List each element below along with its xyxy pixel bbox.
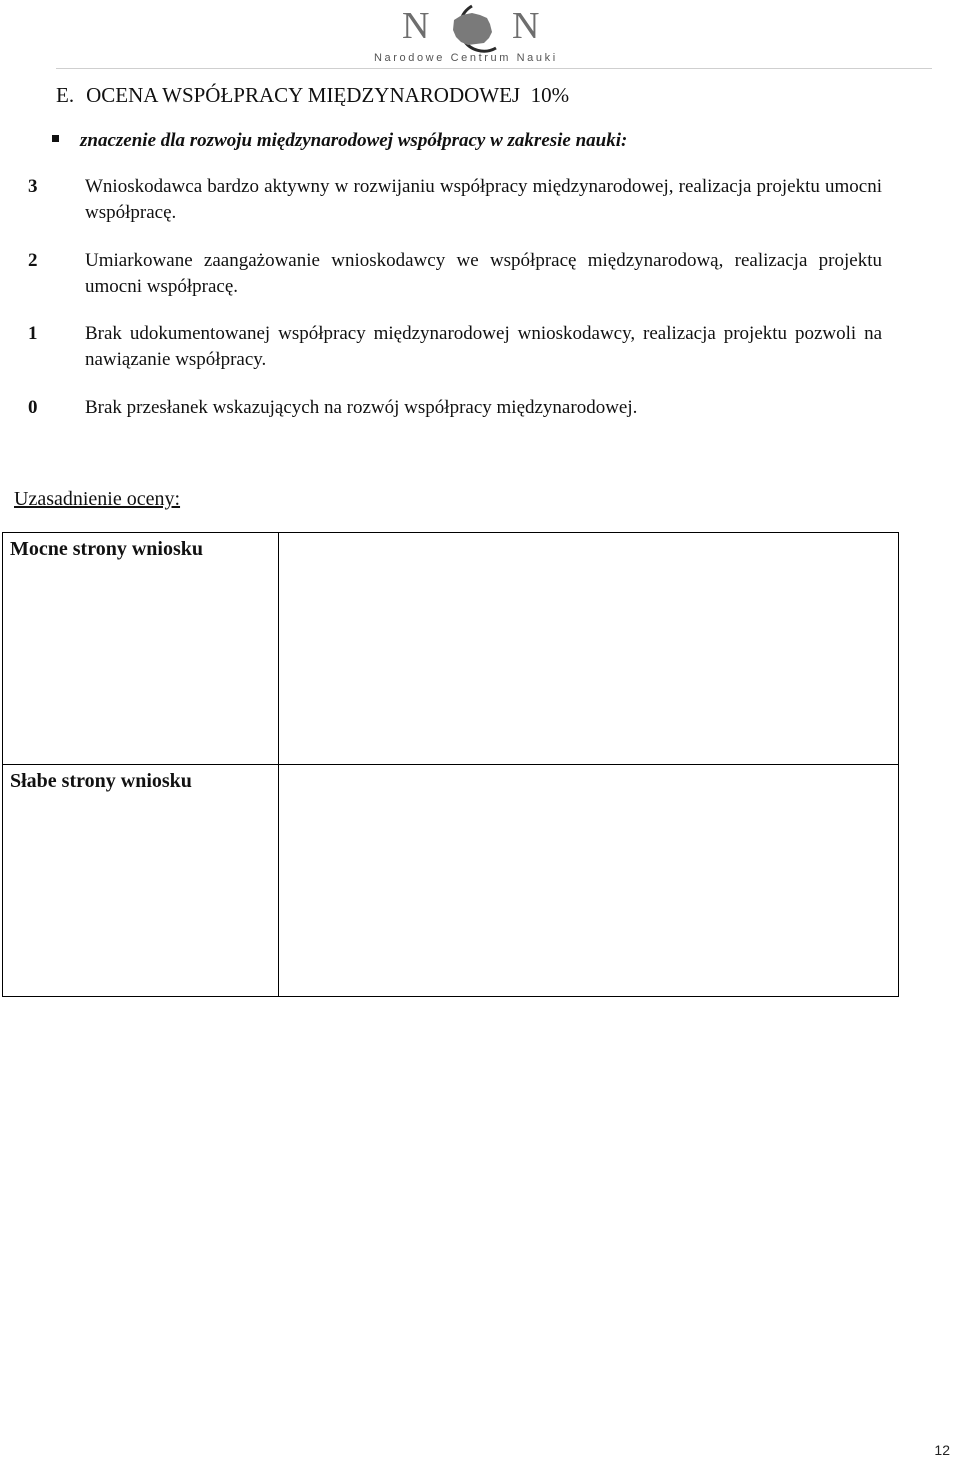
justification-label: Uzasadnienie oceny: (14, 488, 181, 510)
weaknesses-field[interactable] (279, 765, 899, 997)
section-letter: E. (56, 83, 75, 107)
logo-letter-left: N (402, 5, 431, 47)
section-title (56, 83, 569, 108)
score-value: 0 (28, 397, 38, 418)
logo-subtitle: Narodowe Centrum Nauki (374, 52, 558, 64)
scale-item-0 (28, 395, 882, 421)
header-divider (56, 68, 932, 69)
score-description: Umiarkowane zaangażowanie wnioskodawcy we współpracę międzynarodową, realizacja projektu umocni współpracę. (85, 250, 882, 297)
table-row (3, 765, 899, 997)
logo-letter-right: N (512, 5, 541, 47)
score-value: 1 (28, 323, 38, 344)
page-number: 12 (934, 1442, 950, 1458)
criterion-text: znaczenie dla rozwoju międzynarodowej współpracy w zakresie nauki: (80, 130, 628, 151)
score-description: Brak przesłanek wskazujących na rozwój współpracy międzynarodowej. (85, 397, 638, 418)
scale-item-2 (28, 248, 882, 300)
score-value: 2 (28, 250, 38, 271)
section-title-text: OCENA WSPÓŁPRACY MIĘDZYNARODOWEJ (86, 83, 521, 107)
strengths-field[interactable] (279, 533, 899, 765)
weaknesses-label: Słabe strony wniosku (3, 765, 279, 997)
scale-item-3 (28, 174, 882, 226)
score-value: 3 (28, 176, 38, 197)
section-weight: 10% (530, 83, 570, 107)
ncn-logo (366, 4, 581, 66)
table-row (3, 533, 899, 765)
criterion-heading (52, 130, 627, 152)
evaluation-table (2, 532, 899, 997)
score-description: Wnioskodawca bardzo aktywny w rozwijaniu współpracy międzynarodowej, realizacja projektu umocni współpracę. (85, 176, 882, 223)
square-bullet-icon (52, 135, 59, 142)
poland-map-icon (440, 4, 508, 56)
score-description: Brak udokumentowanej współpracy międzynarodowej wnioskodawcy, realizacja projektu pozwoli na nawiązanie współpracy. (85, 323, 882, 370)
scale-item-1 (28, 321, 882, 373)
strengths-label: Mocne strony wniosku (3, 533, 279, 765)
